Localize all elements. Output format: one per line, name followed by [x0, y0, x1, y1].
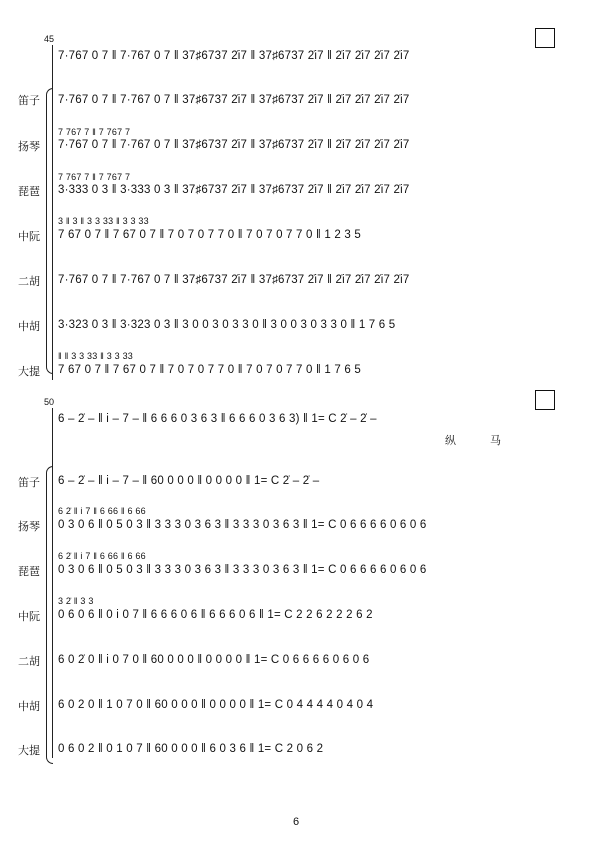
- instrument-label: 二胡: [18, 656, 40, 668]
- instrument-label: 琵琶: [18, 186, 40, 198]
- staff-notes: 3·333 0 3 ‖ 3·333 0 3 ‖ 37♯6737 2̇i7 ‖ 37♯6737 2̇i7 ‖ 2̇i7 2̇i7 2̇i7 2̇i7: [58, 184, 410, 196]
- staff-chord-top: 3 ‖ 3 ‖ 3 3 33 ‖ 3 3 33: [58, 216, 149, 226]
- checkbox-icon[interactable]: [535, 390, 555, 410]
- staff-notes: 6 0 2 0 ‖ 1 0 7 0 ‖ 60 0 0 0 ‖ 0 0 0 0 ‖ 1= C 0 4 4 4 4 0 4 0 4: [58, 699, 374, 711]
- instrument-label: 琵琶: [18, 566, 40, 578]
- measure-number: 45: [44, 34, 55, 44]
- instrument-label: 笛子: [18, 95, 40, 107]
- system-brace: [46, 88, 53, 374]
- staff-notes: 7·767 0 7 ‖ 7·767 0 7 ‖ 37♯6737 2̇i7 ‖ 37♯6737 2̇i7 ‖ 2̇i7 2̇i7 2̇i7 2̇i7: [58, 94, 410, 106]
- instrument-label: 二胡: [18, 276, 40, 288]
- checkbox-icon[interactable]: [535, 28, 555, 48]
- solo-line: 7·767 0 7 ‖ 7·767 0 7 ‖ 37♯6737 2̇i7 ‖ 37♯6737 2̇i7 ‖ 2̇i7 2̇i7 2̇i7 2̇i7: [58, 50, 410, 62]
- instrument-label: 中胡: [18, 321, 40, 333]
- staff-chord-top: 6 2̇ ‖ i 7 ‖ 6 66 ‖ 6 66: [58, 551, 146, 561]
- instrument-label: 扬琴: [18, 141, 40, 153]
- staff-notes: 3·323 0 3 ‖ 3·323 0 3 ‖ 3 0 0 3 0 3 3 0 ‖ 3 0 0 3 0 3 3 0 ‖ 1 7 6 5: [58, 319, 396, 331]
- lyric-word: 马: [490, 435, 501, 447]
- instrument-label: 扬琴: [18, 521, 40, 533]
- staff-chord-top: 7 767 7 ‖ 7 767 7: [58, 172, 131, 182]
- staff-chord-top: 3 2̇ ‖ 3 3: [58, 596, 94, 606]
- system-brace: [46, 466, 53, 764]
- staff-notes: 7 67 0 7 ‖ 7 67 0 7 ‖ 7 0 7 0 7 7 0 ‖ 7 0 7 0 7 7 0 ‖ 1 2 3 5: [58, 229, 361, 241]
- staff-notes: 7 67 0 7 ‖ 7 67 0 7 ‖ 7 0 7 0 7 7 0 ‖ 7 0 7 0 7 7 0 ‖ 1 7 6 5: [58, 364, 361, 376]
- lyric-word: 纵: [445, 435, 456, 447]
- instrument-label: 中胡: [18, 701, 40, 713]
- solo-line: 6 – 2̇ – ‖ i – 7 – ‖ 6 6 6 0 3 6 3 ‖ 6 6 6 0 3 6 3) ‖ 1= C 2̇ – 2̇ –: [58, 413, 377, 425]
- staff-chord-top: ‖ ‖ 3 3 33 ‖ 3 3 33: [58, 351, 134, 361]
- measure-number: 50: [44, 397, 55, 407]
- instrument-label: 中阮: [18, 611, 40, 623]
- staff-chord-top: 6 2̇ ‖ i 7 ‖ 6 66 ‖ 6 66: [58, 506, 146, 516]
- staff-notes: 0 3 0 6 ‖ 0 5 0 3 ‖ 3 3 3 0 3 6 3 ‖ 3 3 3 0 3 6 3 ‖ 1= C 0 6 6 6 6 0 6 0 6: [58, 564, 427, 576]
- staff-notes: 6 0 2̇ 0 ‖ i 0 7 0 ‖ 60 0 0 0 ‖ 0 0 0 0 ‖ 1= C 0 6 6 6 6 0 6 0 6: [58, 654, 370, 666]
- staff-notes: 6 – 2̇ – ‖ i – 7 – ‖ 60 0 0 0 ‖ 0 0 0 0 ‖ 1= C 2̇ – 2̇ –: [58, 475, 320, 487]
- instrument-label: 中阮: [18, 231, 40, 243]
- instrument-label: 大提: [18, 745, 40, 757]
- staff-notes: 0 3 0 6 ‖ 0 5 0 3 ‖ 3 3 3 0 3 6 3 ‖ 3 3 3 0 3 6 3 ‖ 1= C 0 6 6 6 6 0 6 0 6: [58, 519, 427, 531]
- staff-notes: 0 6 0 2 ‖ 0 1 0 7 ‖ 60 0 0 0 ‖ 6 0 3 6 ‖ 1= C 2 0 6 2: [58, 743, 324, 755]
- staff-notes: 7·767 0 7 ‖ 7·767 0 7 ‖ 37♯6737 2̇i7 ‖ 37♯6737 2̇i7 ‖ 2̇i7 2̇i7 2̇i7 2̇i7: [58, 139, 410, 151]
- staff-notes: 0 6 0 6 ‖ 0 i 0 7 ‖ 6 6 6 0 6 ‖ 6 6 6 0 6 ‖ 1= C 2 2 6 2 2 2 6 2: [58, 609, 373, 621]
- instrument-label: 笛子: [18, 477, 40, 489]
- staff-chord-top: 7 767 7 ‖ 7 767 7: [58, 127, 131, 137]
- instrument-label: 大提: [18, 366, 40, 378]
- staff-notes: 7·767 0 7 ‖ 7·767 0 7 ‖ 37♯6737 2̇i7 ‖ 37♯6737 2̇i7 ‖ 2̇i7 2̇i7 2̇i7 2̇i7: [58, 274, 410, 286]
- page-number: 6: [293, 816, 300, 828]
